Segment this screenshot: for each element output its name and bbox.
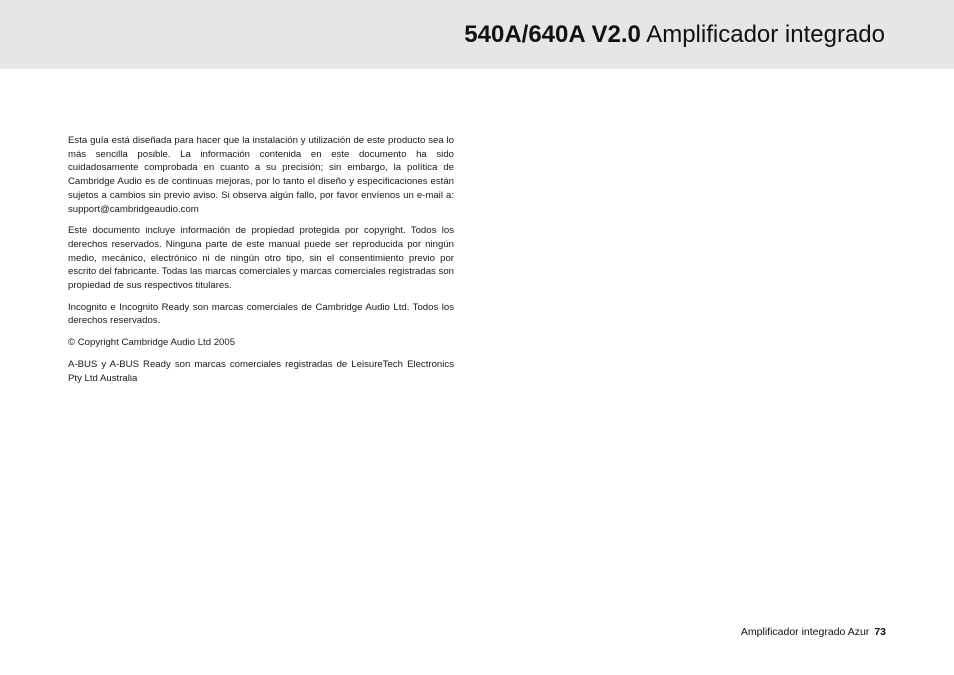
model-name: 540A/640A V2.0 <box>464 21 641 48</box>
paragraph-guide-info: Esta guía está diseñada para hacer que la instalación y utilización de este producto sea lo más sencilla posible. La información contenida en este documento ha sido cuidadosamente comprobada en cuanto a su precisión; sin embargo, la política de Cambridge Audio es de continuas mejoras, por lo tanto el diseño y especificaciones están sujetos a cambios sin previo aviso. Si observa algún fallo, por favor envíenos un e-mail a: support@cambridgeaudio.com <box>68 135 454 215</box>
paragraph-copyright-notice: Este documento incluye información de propiedad protegida por copyright. Todos los derechos reservados. Ninguna parte de este manual puede ser reproducida por ningún medio, mecánico, electrónico ni de ningún otro tipo, sin el consentimiento previo por escrito del fabricante. Todas las marcas comerciales y marcas comerciales registradas son propiedad de sus respectivos titulares. <box>68 225 454 292</box>
page-footer <box>741 625 886 639</box>
body-text <box>68 134 454 393</box>
footer-label: Amplificador integrado Azur <box>740 626 870 638</box>
product-subtitle: Amplificador integrado <box>640 21 885 48</box>
page-title <box>464 19 885 51</box>
paragraph-copyright-line: © Copyright Cambridge Audio Ltd 2005 <box>68 337 236 349</box>
header-band <box>0 0 954 69</box>
paragraph-incognito-trademark: Incognito e Incognito Ready son marcas comerciales de Cambridge Audio Ltd. Todos los derechos reservados. <box>68 301 454 327</box>
paragraph-abus-trademark: A-BUS y A-BUS Ready son marcas comerciales registradas de LeisureTech Electronics Pty Ltd Australia <box>68 358 454 384</box>
page-number: 73 <box>874 626 886 638</box>
